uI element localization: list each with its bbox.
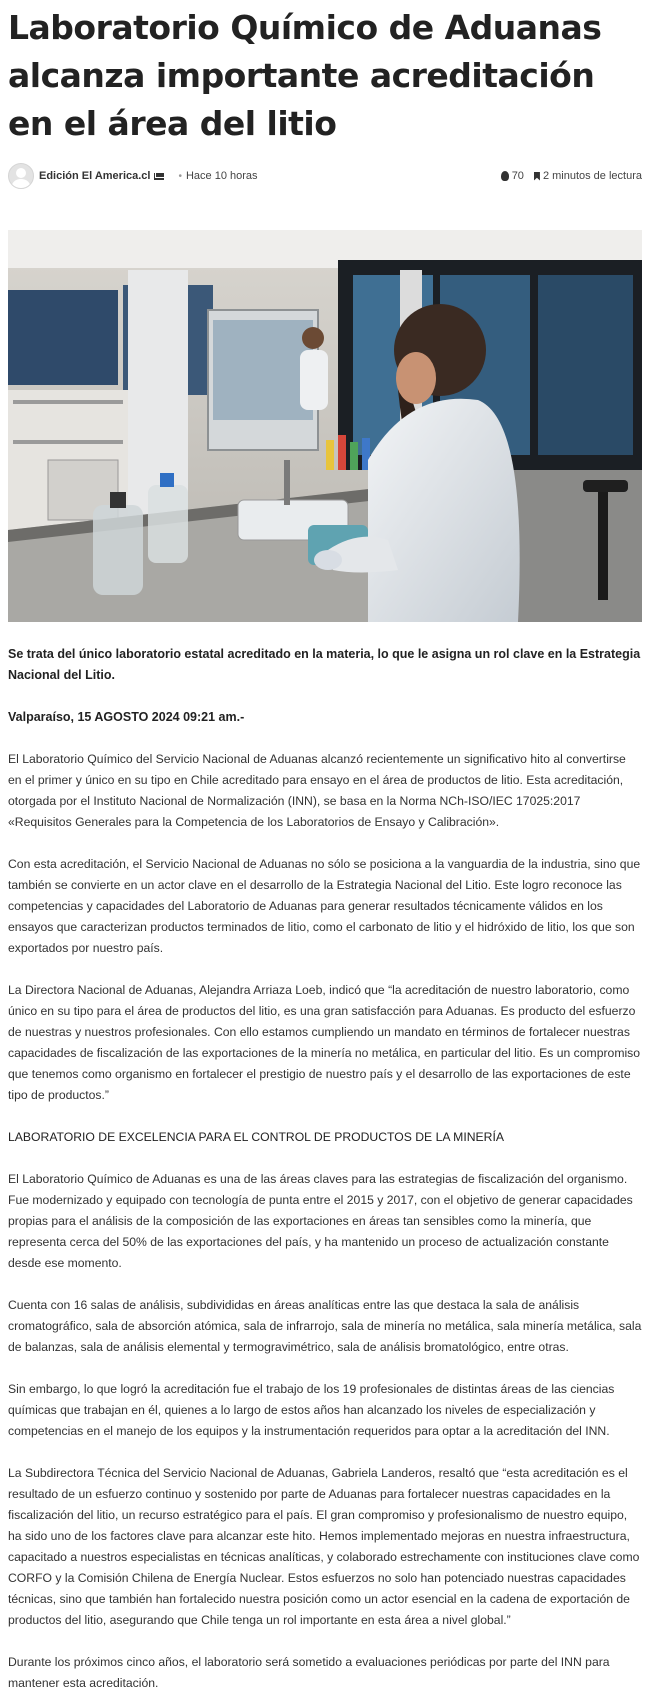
author-link[interactable]: Edición El America.cl xyxy=(39,170,151,182)
reading-time: 2 minutos de lectura xyxy=(542,170,642,182)
separator-dot: • xyxy=(178,170,182,182)
mail-icon[interactable] xyxy=(154,173,164,180)
article-lead: Se trata del único laboratorio estatal acreditado en la materia, lo que le asigna un rol clave en la Estrategia Nacional del Litio. xyxy=(8,647,641,682)
section-heading: LABORATORIO DE EXCELENCIA PARA EL CONTROL DE PRODUCTOS DE LA MINERÍA xyxy=(8,1130,504,1144)
views-stat xyxy=(501,170,524,182)
paragraph-7: La Subdirectora Técnica del Servicio Nacional de Aduanas, Gabriela Landeros, resaltó que “esta acreditación es el resultado de un esfuerzo continuo y sostenido por parte de Aduanas para fortalecer nuestras capacidades en la fiscalización del litio, un recurso estratégico para el país. El gran compromiso y profesionalismo de nuestro equipo, ha sido uno de los factores clave para alcanzar este hito. Hemos implementado mejoras en nuestra infraestructura, capacitado a nuestros especialistas en técnicas analíticas, y colaborado estrechamente con instituciones clave como CORFO y la Comisión Chilena de Energía Nuclear. Estos esfuerzos no solo han potenciado nuestras capacidades técnicas, sino que también han fortalecido nuestra posición como un actor esencial en la cadena de exportación de productos del litio, asegurando que Chile tenga un rol importante en esta área a nivel global.” xyxy=(8,1466,640,1627)
views-count: 70 xyxy=(511,170,524,182)
paragraph-5: Cuenta con 16 salas de análisis, subdivididas en áreas analíticas entre las que destaca la sala de análisis cromatográfico, sala de absorción atómica, sala de infrarrojo, sala de minería no metálica, sala minería metálica, sala de balanzas, sala de análisis elemental y termogravimétrico, sala de análisis bromatológico, entre otras. xyxy=(8,1298,642,1354)
paragraph-4: El Laboratorio Químico de Aduanas es una de las áreas claves para las estrategias de fiscalización del organismo. Fue modernizado y equipado con tecnología de punta entre el 2015 y 2017, con el objetivo de generar capacidades propias para el análisis de la composición de las exportaciones en áreas tan sensibles como la minería, que representa cerca del 50% de las exportaciones del país, y ha mantenido un proceso de actualización constante desde ese momento. xyxy=(8,1172,633,1270)
article-title: Laboratorio Químico de Aduanas alcanza importante acreditación en el área del litio xyxy=(8,8,602,143)
avatar[interactable] xyxy=(8,163,34,189)
paragraph-3: La Directora Nacional de Aduanas, Alejandra Arriaza Loeb, indicó que “la acreditación de nuestro laboratorio, como único en su tipo para el área de productos del litio, es una gran satisfacción para Aduanas. Es producto del esfuerzo de nuestras y nuestros profesionales. Con ello estamos cumpliendo un mandato en términos de fortalecer nuestras capacidades de fiscalización de las exportaciones de la minería no metálica, en particular del litio. Es un compromiso que tenemos como organismo en fortalecer el prestigio de nuestro país y el desarrollo de las exportaciones de este tipo de productos.” xyxy=(8,983,641,1102)
reading-time-stat xyxy=(534,170,642,182)
article-meta xyxy=(8,162,642,190)
paragraph-8: Durante los próximos cinco años, el laboratorio será sometido a evaluaciones periódicas por parte del INN para mantener esta acreditación. xyxy=(8,1655,610,1690)
flame-icon xyxy=(501,171,509,181)
paragraph-2: Con esta acreditación, el Servicio Nacional de Aduanas no sólo se posiciona a la vanguardia de la industria, sino que también se convierte en un actor clave en el desarrollo de la Estrategia Nacional del Litio. Este logro reconoce las competencias y capacidades del Laboratorio de Aduanas para generar resultados técnicamente válidos en los ensayos que caracterizan productos terminados de litio, como el carbonato de litio y el hidróxido de litio, los que son exportados por nuestro país. xyxy=(8,857,641,955)
hero-image xyxy=(8,230,642,622)
paragraph-1: El Laboratorio Químico del Servicio Nacional de Aduanas alcanzó recientemente un significativo hito al convertirse en el primer y único en su tipo en Chile acreditado para ensayo en el área de productos de litio. Esta acreditación, otorgada por el Instituto Nacional de Normalización (INN), se basa en la Norma NCh-ISO/IEC 17025:2017 «Requisitos Generales para la Competencia de los Laboratorios de Ensayo y Calibración». xyxy=(8,752,626,829)
paragraph-6: Sin embargo, lo que logró la acreditación fue el trabajo de los 19 profesionales de distintas áreas de las ciencias químicas que trabajan en él, quienes a lo largo de estos años han alcanzado los niveles de especialización y competencias en el manejo de los equipos y la instrumentación requeridos para optar a la acreditación del INN. xyxy=(8,1382,615,1438)
dateline: Valparaíso, 15 AGOSTO 2024 09:21 am.- xyxy=(8,710,245,724)
bookmark-icon xyxy=(534,172,540,181)
time-ago: Hace 10 horas xyxy=(185,170,258,182)
